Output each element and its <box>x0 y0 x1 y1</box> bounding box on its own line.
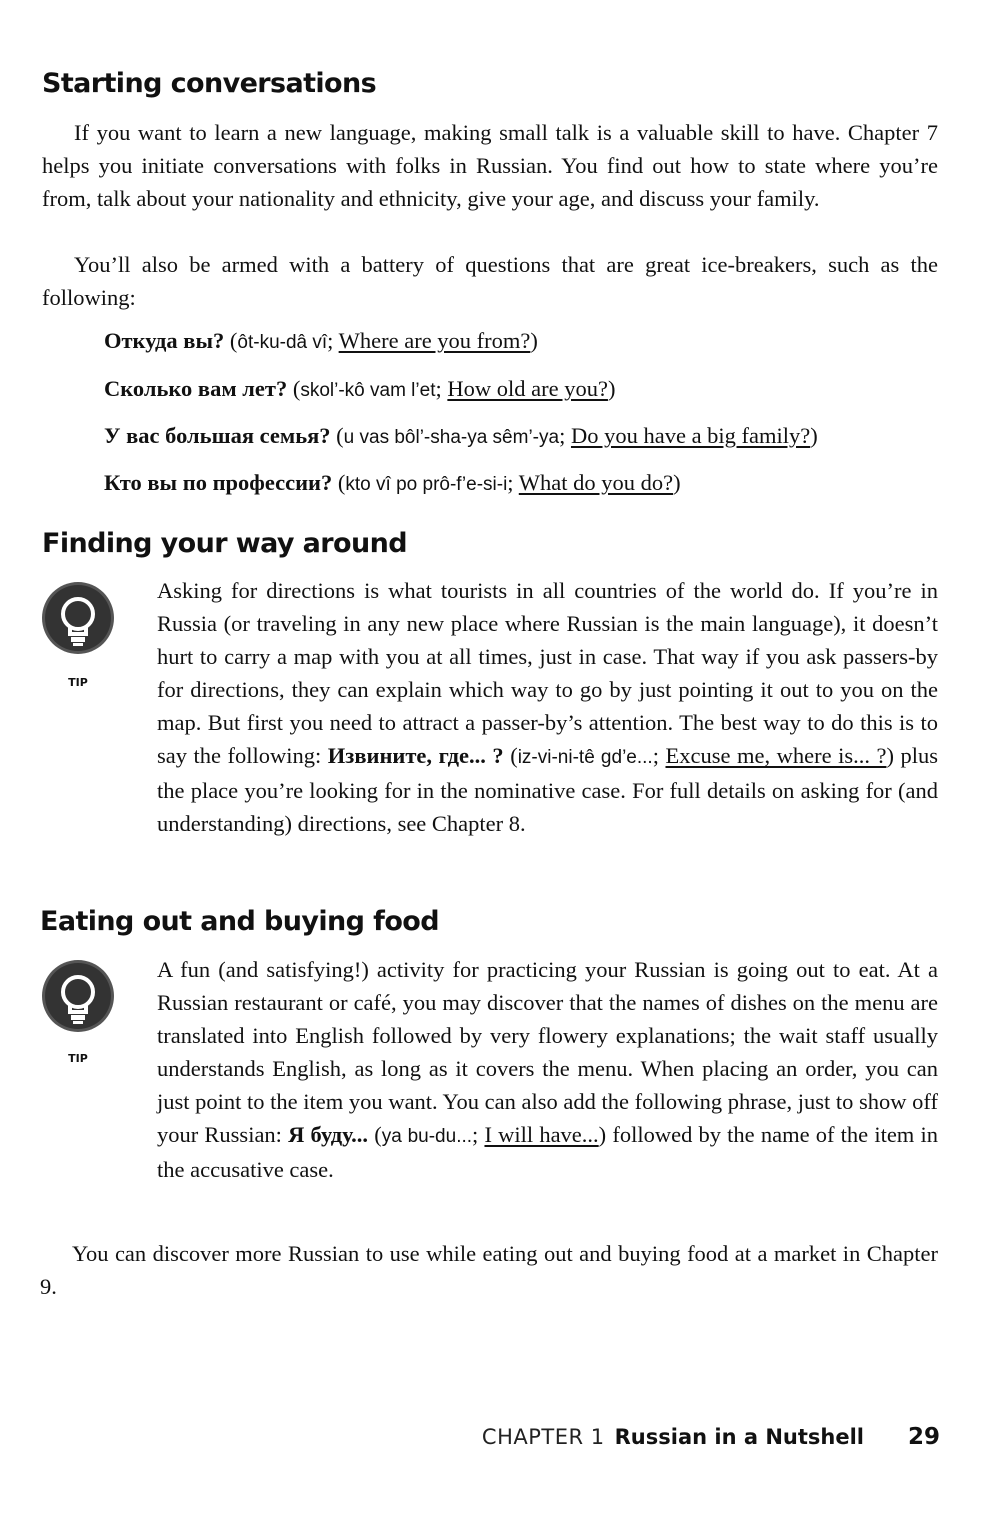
russian-phrase: Сколько вам лет? <box>104 376 288 401</box>
section-heading-eating-out: Eating out and buying food <box>40 906 439 937</box>
russian-phrase: Я буду... <box>288 1122 369 1147</box>
tip-marker <box>40 958 120 1068</box>
russian-phrase: У вас большая семья? <box>104 423 331 448</box>
tip-paragraph: Asking for directions is what tourists in all countries of the world do. If you’re in Russia (or traveling in any new place where Russian is the main language), it doesn’t hurt to carry a map with you at all times, just in case. That way if you ask passers-by for directions, they can explain which way to go by just pointing it out to you on the map. But first you need to attract a passer-by’s attention. The best way to do this is to say the following: Извините, где... ? (iz-vi-ni-tê gd’e...; Excuse me, where is... ?) plus the place you’re looking for in the nominative case. For full details on asking for (and understanding) directions, see Chapter 8. <box>157 578 939 836</box>
paragraph: You’ll also be armed with a battery of questions that are great ice-breakers, such as the following: <box>42 252 938 310</box>
tip-paragraph: A fun (and satisfying!) activity for practicing your Russian is going out to eat. At a Russian restaurant or café, you may discover that the names of dishes on the menu are translated into English followed by very flowery explanations; the wait staff usually understands English, as long as it covers the menu. When placing an order, you can just point to the item you want. You can also add the following phrase, just to show off your Russian: Я буду... (ya bu-du...; I will have...) followed by the name of the item in the accusative case. <box>157 957 938 1182</box>
paragraph: You can discover more Russian to use while eating out and buying food at a market in Chapter 9. <box>40 1241 938 1299</box>
chapter-label: CHAPTER 1 <box>481 1425 605 1449</box>
translation: How old are you? <box>447 376 608 401</box>
tip-text: followed by the name of the item in the accusative case. <box>157 1122 938 1182</box>
tip-text: Asking for directions is what tourists in all countries of the world do. If you’re in Russia (or traveling in any new place where Russian is the main language), it doesn’t hurt to carry a map with you at all times, just in case. That way if you ask passers-by for directions, they can explain which way to go by just pointing it out to you on the map. But first you need to attract a passer-by’s attention. The best way to do this is to say the following: <box>157 578 938 768</box>
translation: Where are you from? <box>338 328 531 353</box>
example-phrase: Откуда вы? (ôt-ku-dâ vî; Where are you from?) <box>104 328 538 353</box>
translation: What do you do? <box>518 470 674 495</box>
russian-phrase: Откуда вы? <box>104 328 225 353</box>
section-heading-finding-your-way: Finding your way around <box>42 528 407 559</box>
translation: I will have... <box>484 1122 599 1147</box>
pronunciation: iz-vi-ni-tê gd’e... <box>517 747 653 768</box>
paragraph: If you want to learn a new language, making small talk is a valuable skill to have. Chapter 7 helps you initiate conversations with folks in Russian. You find out how to state where you’re from, talk about your nationality and ethnicity, give your age, and discuss your family. <box>42 120 938 211</box>
tip-text: plus the place you’re looking for in the nominative case. For full details on asking for (and understanding) directions, see Chapter 8. <box>157 743 939 836</box>
example-phrase: Сколько вам лет? (skol’-kô vam l’et; How old are you?) <box>104 376 616 401</box>
pronunciation: ôt-ku-dâ vî <box>237 332 328 353</box>
tip-label: TIP <box>68 676 88 689</box>
pronunciation: ya bu-du... <box>381 1126 473 1147</box>
lightbulb-icon <box>40 580 118 660</box>
pronunciation: u vas bôl’-sha-ya sêm’-ya <box>343 427 560 448</box>
tip-label: TIP <box>68 1052 88 1065</box>
tip-text: A fun (and satisfying!) activity for practicing your Russian is going out to eat. At a Russian restaurant or café, you may discover that the names of dishes on the menu are translated into English followed by very flowery explanations; the wait staff usually understands English, as long as it covers the menu. When placing an order, you can just point to the item you want. You can also add the following phrase, just to show off your Russian: <box>157 957 938 1147</box>
chapter-title: Russian in a Nutshell <box>614 1425 864 1449</box>
page-footer <box>482 1424 940 1450</box>
example-phrase: Кто вы по профессии? (kto vî po prô-f’e-si-i; What do you do?) <box>104 470 681 495</box>
translation: Excuse me, where is... ? <box>665 743 887 768</box>
pronunciation: kto vî po prô-f’e-si-i <box>345 474 508 495</box>
pronunciation: skol’-kô vam l’et <box>300 380 436 401</box>
russian-phrase: Кто вы по профессии? <box>104 470 333 495</box>
russian-phrase: Извините, где... ? <box>327 743 504 768</box>
page-number: 29 <box>907 1424 940 1450</box>
translation: Do you have a big family? <box>570 423 811 448</box>
section-heading-starting-conversations: Starting conversations <box>42 68 377 99</box>
example-phrase: У вас большая семья? (u vas bôl’-sha-ya sêm’-ya; Do you have a big family?) <box>104 423 818 448</box>
lightbulb-icon <box>40 958 118 1038</box>
tip-marker <box>40 580 120 690</box>
